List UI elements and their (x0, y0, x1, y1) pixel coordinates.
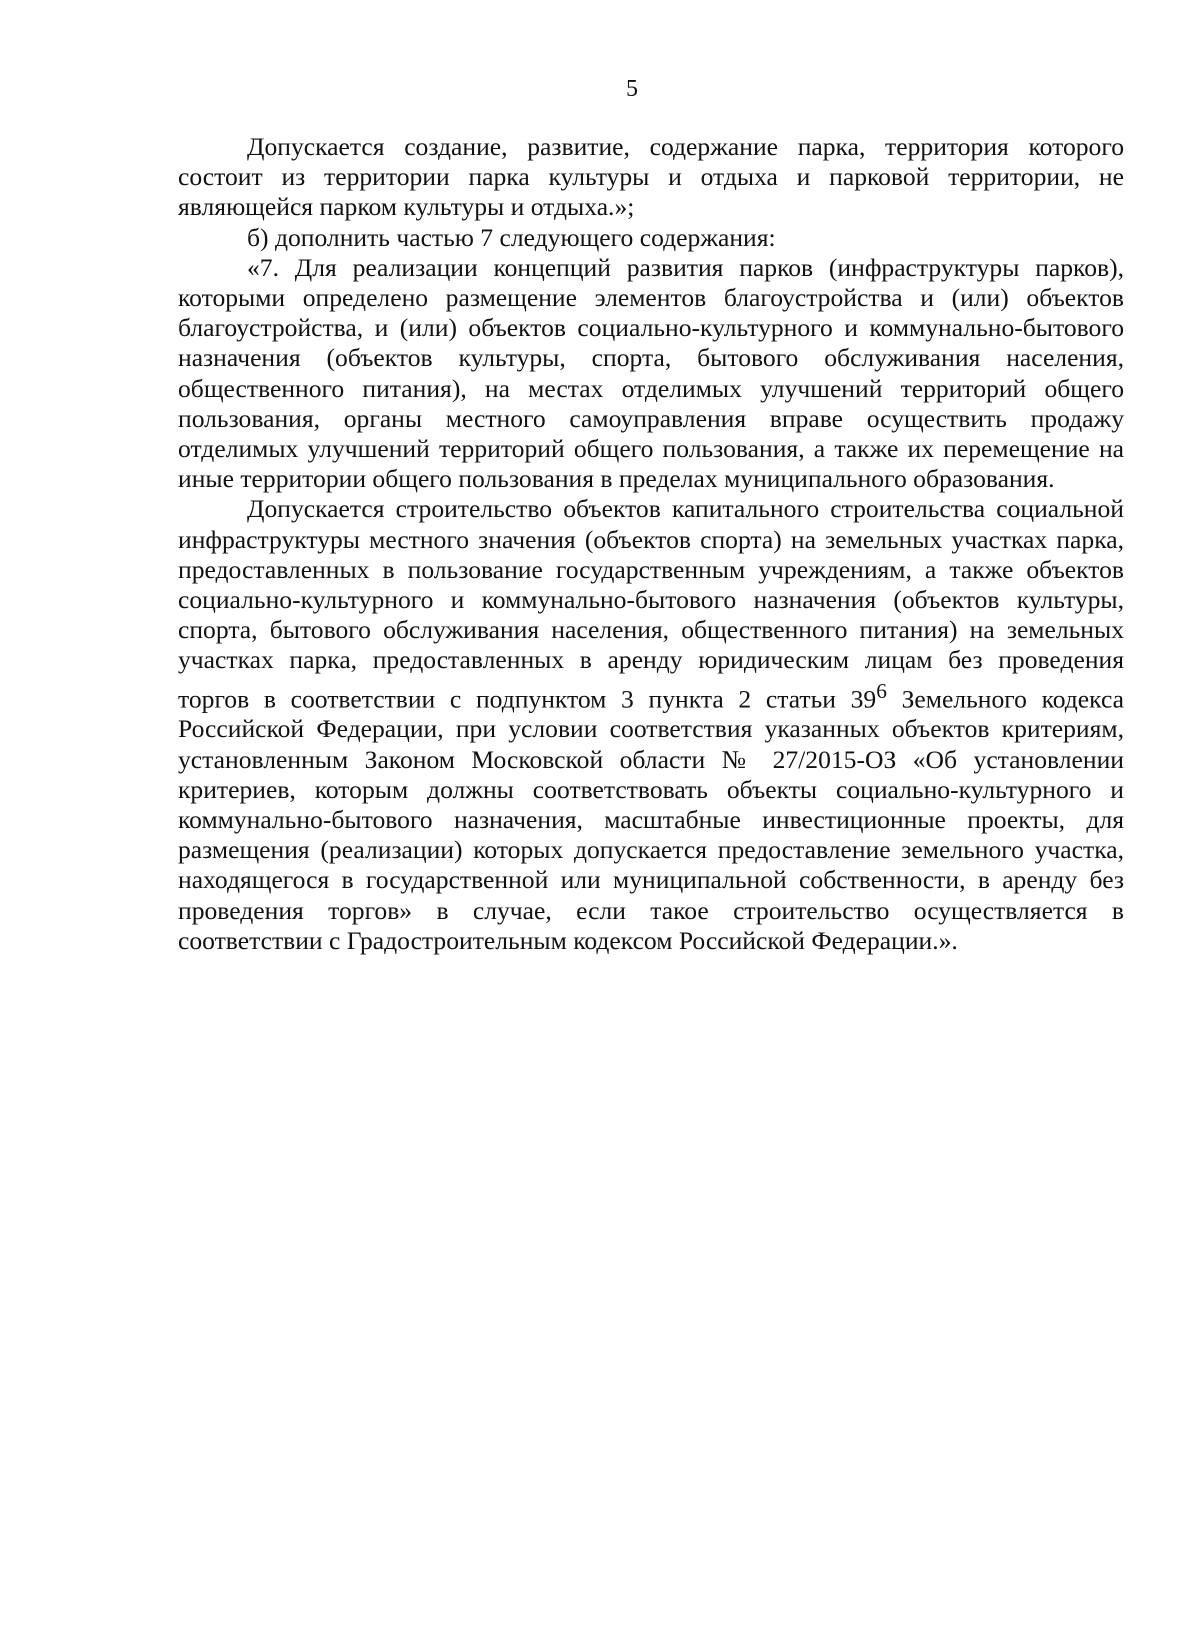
paragraph-text-after-superscript: Земельного кодекса Российской Федерации, при условии соответствия указанных объектов критериям, установленным Законом Московской области № 27/2015-ОЗ «Об установлении критериев, которым должны соответствовать объекты социально-культурного и коммунально-бытового назначения, масштабные инвестиционные проекты, для размещения (реализации) которых допускается предоставление земельного участка, находящегося в государственной или муниципальной собственности, в аренду без проведения торгов» в случае, если такое строительство осуществляется в соответствии с Градостроительным кодексом Российской Федерации.». (178, 684, 1124, 955)
paragraph-part-7: «7. Для реализации концепций развития парков (инфраструктуры парков), которыми определено размещение элементов благоустройства и (или) объектов благоустройства, и (или) объектов социально-культурного и коммунально-бытового назначения (объектов культуры, спорта, бытового обслуживания населения, общественного питания), на местах отделимых улучшений территорий общего пользования, органы местного самоуправления вправе осуществить продажу отделимых улучшений территорий общего пользования, а также их перемещение на иные территории общего пользования в пределах муниципального образования. (178, 252, 1124, 494)
paragraph-text-before-superscript: Допускается строительство объектов капитального строительства социальной инфраструктуры местного значения (объектов спорта) на земельных участках парка, предоставленных в пользование государственным учреждениям, а также объектов социально-культурного и коммунально-бытового назначения (объектов культуры, спорта, бытового обслуживания населения, общественного питания) на земельных участках парка, предоставленных в аренду юридическим лицам без проведения торгов в соответствии с подпунктом 3 пункта 2 статьи 39 (178, 494, 1124, 714)
article-superscript: 6 (876, 678, 887, 703)
paragraph-park-composition: Допускается создание, развитие, содержание парка, территория которого состоит из территории парка культуры и отдыха и парковой территории, не являющейся парком культуры и отдыха.»; (178, 132, 1124, 222)
paragraph-amendment-b: б) дополнить частью 7 следующего содержания: (247, 222, 776, 252)
page-number: 5 (626, 76, 638, 102)
paragraph-construction-allowed (178, 494, 1124, 956)
document-body (178, 132, 1124, 956)
